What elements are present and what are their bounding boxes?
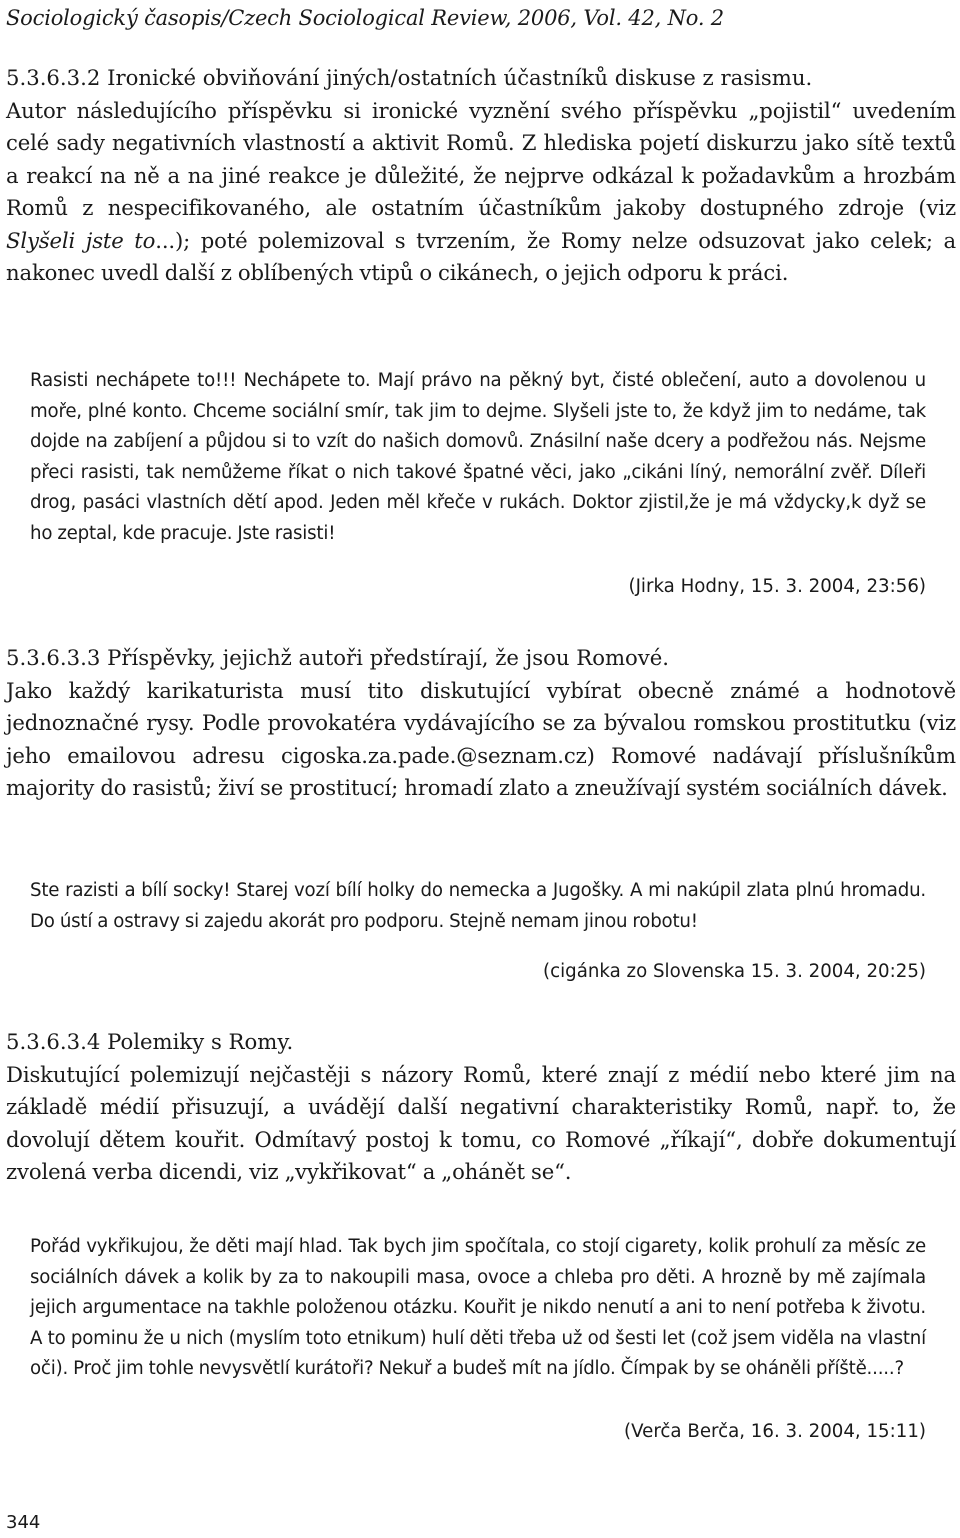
quote-citation: (cigánka zo Slovenska 15. 3. 2004, 20:25) (543, 961, 926, 982)
block-quote: Rasisti nechápete to!!! Nechápete to. Mají právo na pěkný byt, čisté oblečení, auto a dovolenou u moře, plné konto. Chceme sociální smír, tak jim to dejme. Slyšeli jste to, že když jim to nedáme, tak dojde na zabíjení a půjdou si to vzít do našich domovů. Znásilní naše dcery a podřežou nás. Nejsme přeci rasisti, tak nemůžeme říkat o nich takové špatné věci, jako „cikáni líný, nemorální zvěř. Díleři drog, pasáci vlastních dětí apod. Jeden měl křeče v rukách. Doktor zjistil,že je má vždycky,k dyž se ho zeptal, kde pracuje. Jste rasisti! (30, 370, 926, 544)
body-paragraph: Diskutující polemizují nejčastěji s názory Romů, které znají z médií nebo které jim na základě médií přisuzují, a uvádějí další negativní charakteristiky Romů, např. to, že dovolují dětem kouřit. Odmítavý postoj k tomu, co Romové „říkají“, dobře dokumentují zvolená verba dicendi, viz „vykřikovat“ a „ohánět se“. (6, 1061, 956, 1184)
section-5-3-6-3-3 (6, 642, 956, 805)
section-heading: 5.3.6.3.4 Polemiky s Romy. (6, 1029, 294, 1054)
heading-number: 5.3.6.3.2 (6, 65, 101, 90)
section-heading: 5.3.6.3.3 Příspěvky, jejichž autoři předstírají, že jsou Romové. (6, 645, 670, 670)
paragraph-text: ...); poté polemizoval s tvrzením, že Romy nelze odsuzovat jako celek; a nakonec uvedl další z oblíbených vtipů o cikánech, o jejich odporu k práci. (6, 227, 956, 285)
section-heading (6, 62, 956, 95)
paragraph-text: Autor následujícího příspěvku si ironické vyznění svého příspěvku „pojistil“ uvedením celé sady negativních vlastností a aktivit Romů. Z hlediska pojetí diskurzu jako sítě textů a reakcí na ně a na jiné reakce je důležité, že nejprve odkázal k požadavkům a hrozbám Romů z nespecifikovaného, ale ostatním účastníkům jakoby dostupného zdroje (viz (6, 97, 956, 220)
body-paragraph: Jako každý karikaturista musí tito diskutující vybírat obecně známé a hodnotově jednoznačné rysy. Podle provokatéra vydávajícího se za bývalou romskou prostitutku (viz jeho emailovou adresu cigoska.za.pade.@seznam.cz) Romové nadávají příslušníkům majority do rasistů; živí se prostitucí; hromadí zlato a zneužívají systém sociálních dávek. (6, 677, 956, 800)
page-number: 344 (6, 1512, 41, 1533)
block-quote: Ste razisti a bílí socky! Starej vozí bílí holky do nemecka a Jugošky. A mi nakúpil zlata plnú hromadu. Do ústí a ostravy si zajedu akorát pro podporu. Stejně nemam jinou robotu! (30, 880, 926, 932)
quote-citation: (Verča Berča, 16. 3. 2004, 15:11) (624, 1421, 926, 1442)
body-paragraph (6, 95, 956, 290)
quote-citation: (Jirka Hodny, 15. 3. 2004, 23:56) (628, 576, 926, 597)
block-quote: Pořád vykřikujou, že děti mají hlad. Tak bych jim spočítala, co stojí cigarety, kolik prohulí za měsíc ze sociálních dávek a kolik by za to nakoupili masa, ovoce a chleba pro děti. A hrozně by mě zajímala jejich argumentace na takhle položenou otázku. Kouřit je nikdo nenutí a ani to není potřeba k životu. A to pominu že u nich (myslím toto etnikum) hulí děti třeba už od šesti let (což jsem viděla na vlastní oči). Proč jim tohle nevysvětlí kurátoři? Nekuř a budeš mít na jídlo. Čímpak by se oháněli příště.....? (30, 1236, 926, 1380)
italic-reference: Slyšeli jste to (6, 227, 156, 253)
running-head: Sociologický časopis/Czech Sociological Review, 2006, Vol. 42, No. 2 (6, 6, 724, 30)
heading-text: Ironické obviňování jiných/ostatních účastníků diskuse z rasismu. (107, 65, 813, 90)
section-5-3-6-3-4 (6, 1026, 956, 1189)
section-5-3-6-3-2 (6, 62, 956, 290)
